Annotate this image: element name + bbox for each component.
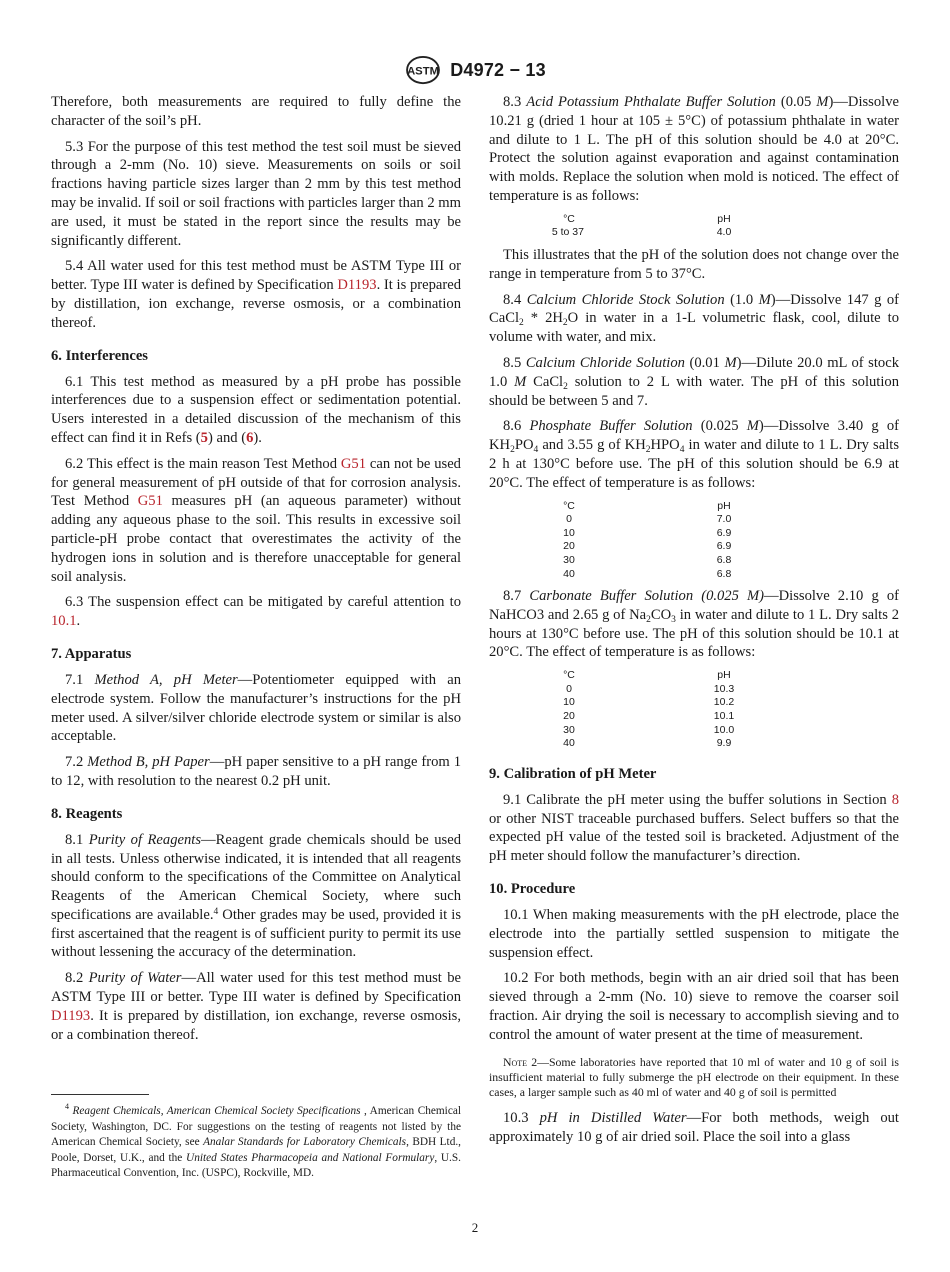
section-10-heading: 10. Procedure [489, 881, 576, 898]
footnote-4: $^4$ Reagent Chemicals, American Chemical Society Specifications , American Chemical Society, Washington, DC. For suggestions on the testing of reagents not listed by the American Chemical Society, see Analar Standards for Laboratory Chemicals, BDH Ltd., Poole, Dorset, U.K., and the United States Pharmacopeia and National Formulary, U.S. Pharmaceutical Convention, Inc. (USPC), Rockville, MD. [51, 1102, 461, 1179]
link-d1193[interactable]: D1193 [337, 277, 377, 294]
paragraph-8-4: 8.4 Calcium Chloride Stock Solution (1.0 M)—Dissolve 147 g of CaCl$_2$ * $2H_2O$ in water in a 1-L volumetric flask, cool, dilute to volume with water, and mix. [489, 291, 899, 346]
astm-logo-icon [404, 55, 442, 85]
footnote-divider [51, 1094, 149, 1095]
paragraph-5-3: 5.3 For the purpose of this test method the test soil must be sieved through a 2-mm (No. 10) sieve. Measurements on soils or soil fractions having particle sizes larger than 2 mm by this test method may be invalid. If soil or soil fractions with particles larger than 2 mm are used, it must be stated in the report since the results may be significantly different. [51, 138, 461, 249]
paragraph-7-2: 7.2 Method B, pH Paper—pH paper sensitive to a pH range from 1 to 12, with resolution to the nearest 0.2 pH unit. [51, 754, 461, 789]
temperature-table-8-6: °C pH 0 7.0 10 6.9 20 6.9 30 6.8 40 6.8 [563, 499, 732, 580]
section-7-heading: 7. Apparatus [51, 645, 132, 662]
paragraph-8-1: 8.1 Purity of Reagents—Reagent grade chemicals should be used in all tests. Unless otherwise indicated, it is intended that all reagents should conform to the specifications of the Committee on Analytical Reagents of the American Chemical Society, where such specifications are available.$^4$ Other grades may be used, provided it is first ascertained that the reagent is of sufficient purity to permit its use without lessening the accuracy of the determination. [51, 831, 461, 961]
left-column [51, 93, 461, 1051]
footnote-ref[interactable]: 4 [213, 906, 219, 917]
paragraph-6-3: 6.3 The suspension effect can be mitigated by careful attention to 10.1. [51, 594, 461, 630]
section-9-heading: 9. Calibration of pH Meter [489, 765, 657, 782]
paragraph-8-6: 8.6 Phosphate Buffer Solution (0.025 M)—Dissolve 3.40 g of $KH_2PO_4$ and 3.55 g of $KH_2HPO_4$ in water and dilute to 1 L. Dry salts 2 h at 130°C before use. The pH of this solution should be 6.9 at 20°C. The effect of temperature is as follows: [489, 418, 899, 491]
ref-link-6[interactable]: 6 [246, 429, 254, 446]
paragraph-9-1: 9.1 Calibrate the pH meter using the buffer solutions in Section 8 or other NIST traceable purchased buffers. Select buffers so that the expected pH value of the tested soil is bracketed. Adjustment of the pH meter should follow the manufacturer’s direction. [489, 791, 899, 865]
paragraph-8-5: 8.5 Calcium Chloride Solution (0.01 M)—Dilute 20.0 mL of stock 1.0 M CaCl$_2$ solution to 2 L with water. The pH of this solution should be between 5 and 7. [489, 354, 899, 409]
page-number: 2 [471, 1220, 479, 1235]
paragraph-8-3: 8.3 Acid Potassium Phthalate Buffer Solution (0.05 M)—Dissolve 10.21 g (dried 1 hour at 105 ± 5°C) of potassium phthalate in water and dilute to 1 L. The pH of this solution should be 4.0 at 20°C. Protect the solution against evaporation and against contamination with molds. Replace the solution when mold is noticed. The effect of temperature is as follows: [489, 94, 899, 204]
paragraph-6-1: 6.1 This test method as measured by a pH probe has possible interferences due to a suspension effect or sedimentation potential. Users interested in a detailed discussion of the mechanism of this effect can find it in Refs (5) and (6). [51, 373, 461, 446]
paragraph-continued: Therefore, both measurements are required to fully define the character of the soil’s pH. [51, 94, 461, 129]
link-g51[interactable]: G51 [340, 455, 367, 472]
section-8-heading: 8. Reagents [51, 805, 123, 822]
paragraph-5-4: 5.4 All water used for this test method must be ASTM Type III or better. Type III water is defined by Specification D1193. It is prepared by distillation, ion exchange, reverse osmosis, or a combination thereof. [51, 258, 462, 331]
paragraph-10-1: 10.1 When making measurements with the pH electrode, place the electrode into the partially settled suspension to mitigate the suspension effect. [489, 907, 899, 961]
paragraph-6-2: 6.2 This effect is the main reason Test Method G51 can not be used for general measurement of pH outside of that for corrosion analysis. Test Method G51 measures pH (an aqueous parameter) without adding any aqueous phase to the soil. This results in excessive soil particle-pH probe contact that overestimates the activity of the hydrogen ions in solution and is therefore unacceptable for general soil analysis. [51, 455, 461, 585]
document-id: D4972 − 13 [450, 59, 546, 80]
ref-link-5[interactable]: 5 [200, 429, 208, 446]
paragraph-10-2: 10.2 For both methods, begin with an air dried soil that has been sieved through a 2-mm (No. 10) sieve to remove the coarser soil fraction. Air drying the soil is necessary to accomplish sieving and to control the amount of water present at the time of measurement. [489, 970, 899, 1043]
svg-text:ASTM: ASTM [407, 65, 440, 78]
note-2: Note 2—Some laboratories have reported that 10 ml of water and 10 g of soil is insufficient material to fully submerge the pH electrode on their equipment. In these cases, a larger sample such as 40 ml of water and 40 g of soil is permitted [489, 1054, 899, 1100]
temperature-table-8-3: °C pH 5 to 37 4.0 [551, 212, 732, 239]
temperature-table-8-7: °C pH 0 10.3 10 10.2 20 10.1 30 10.0 40 9.9 [563, 669, 735, 750]
link-10-1[interactable]: 10.1 [51, 613, 77, 630]
section-6-heading: 6. Interferences [51, 347, 148, 364]
paragraph-8-2: 8.2 Purity of Water—All water used for this test method must be ASTM Type III or better. Type III water is defined by Specification D1193. It is prepared by distillation, ion exchange, reverse osmosis, or a combination thereof. [51, 970, 461, 1043]
paragraph-8-3-note: This illustrates that the pH of the solution does not change over the range in temperature from 5 to 37°C. [489, 246, 899, 282]
link-d1193[interactable]: D1193 [51, 1007, 91, 1024]
paragraph-10-3: 10.3 pH in Distilled Water—For both methods, weigh out approximately 10 g of air dried soil. Place the soil into a glass [489, 1109, 899, 1145]
link-g51[interactable]: G51 [137, 493, 163, 510]
paragraph-7-1: 7.1 Method A, pH Meter—Potentiometer equipped with an electrode system. Follow the manufacturer’s instructions for the pH meter used. A silver/silver chloride electrode system or similar is also acceptable. [51, 671, 461, 745]
page-header [0, 54, 950, 86]
link-section-8[interactable]: 8 [891, 791, 899, 808]
right-column [489, 93, 899, 1153]
paragraph-8-7: 8.7 Carbonate Buffer Solution (0.025 M)—Dissolve 2.10 g of NaHCO3 and 2.65 g of $Na_2CO_3$ in water and dilute to 1 L. Dry salts 2 hours at 130°C before use. The pH of this solution should be 10.1 at 20°C. The effect of temperature is as follows: [489, 588, 899, 661]
